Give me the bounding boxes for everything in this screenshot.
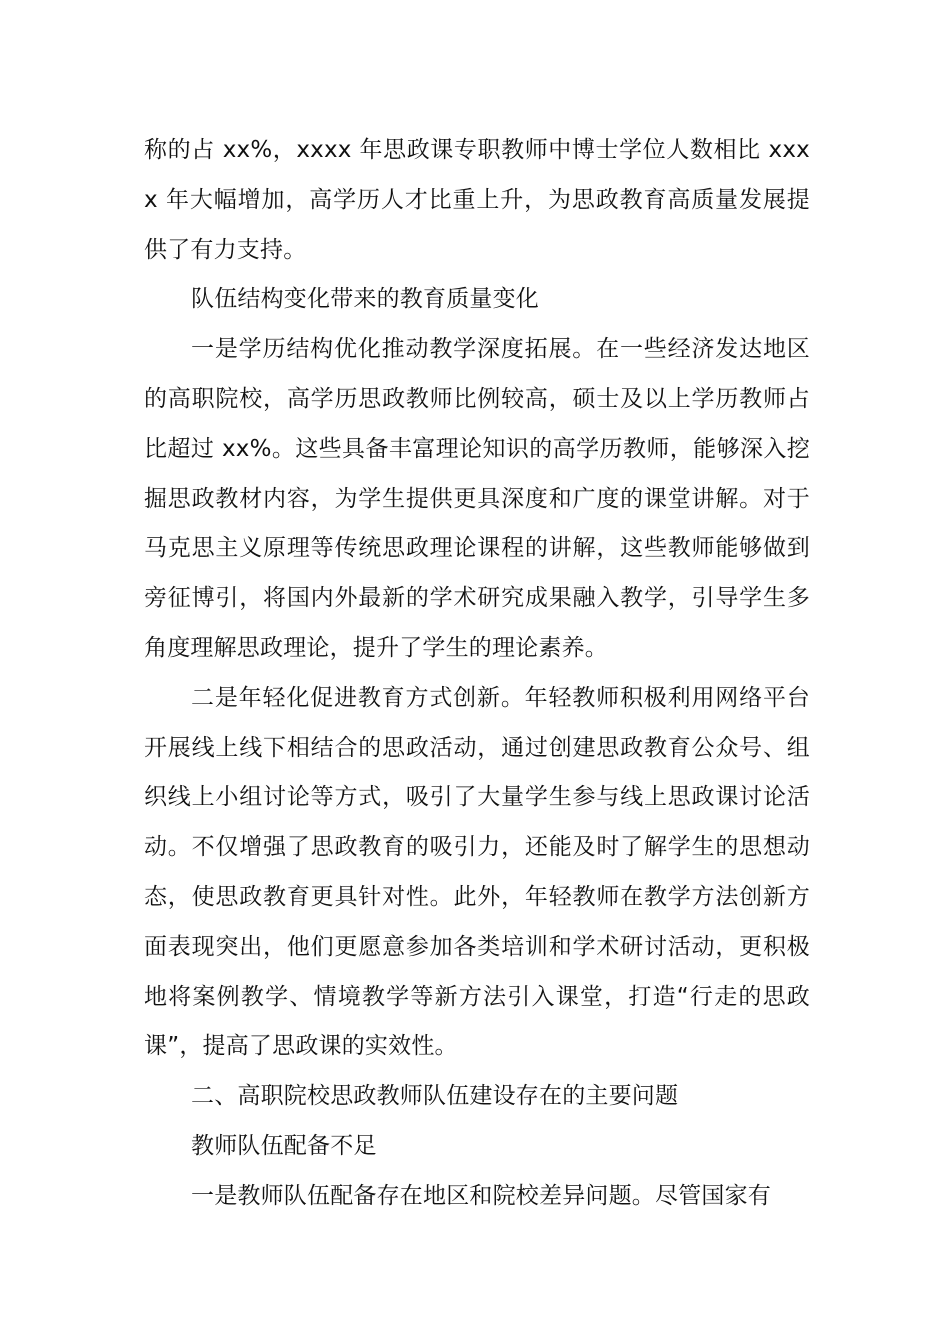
paragraph-education-structure: 一是学历结构优化推动教学深度拓展。在一些经济发达地区的高职院校，高学历思政教师比例较高，硕士及以上学历教师占比超过 xx%。这些具备丰富理论知识的高学历教师，能够深入挖掘思政教材内容，为学生提供更具深度和广度的课堂讲解。对于马克思主义原理等传统思政理论课程的讲解，这些教师能够做到旁征博引，将国内外最新的学术研究成果融入教学，引导学生多角度理解思政理论，提升了学生的理论素养。 [144, 336, 810, 661]
section-heading-main-problems: 二、高职院校思政教师队伍建设存在的主要问题 [191, 1083, 679, 1110]
document-body [144, 126, 810, 1222]
paragraph-continuation: 称的占 xx%，xxxx 年思政课专职教师中博士学位人数相比 xxxx 年大幅增加，高学历人才比重上升，为思政教育高质量发展提供了有力支持。 [144, 137, 810, 263]
subheading-education-quality: 队伍结构变化带来的教育质量变化 [191, 286, 539, 313]
paragraph-regional-differences: 一是教师队伍配备存在地区和院校差异问题。尽管国家有 [191, 1182, 771, 1209]
paragraph-youth-innovation: 二是年轻化促进教育方式创新。年轻教师积极利用网络平台开展线上线下相结合的思政活动，通过创建思政教育公众号、组织线上小组讨论等方式，吸引了大量学生参与线上思政课讨论活动。不仅增强了思政教育的吸引力，还能及时了解学生的思想动态，使思政教育更具针对性。此外，年轻教师在教学方法创新方面表现突出，他们更愿意参加各类培训和学术研讨活动，更积极地将案例教学、情境教学等新方法引入课堂，打造“行走的思政课”，提高了思政课的实效性。 [144, 684, 810, 1060]
subheading-staffing-shortage: 教师队伍配备不足 [191, 1132, 377, 1159]
